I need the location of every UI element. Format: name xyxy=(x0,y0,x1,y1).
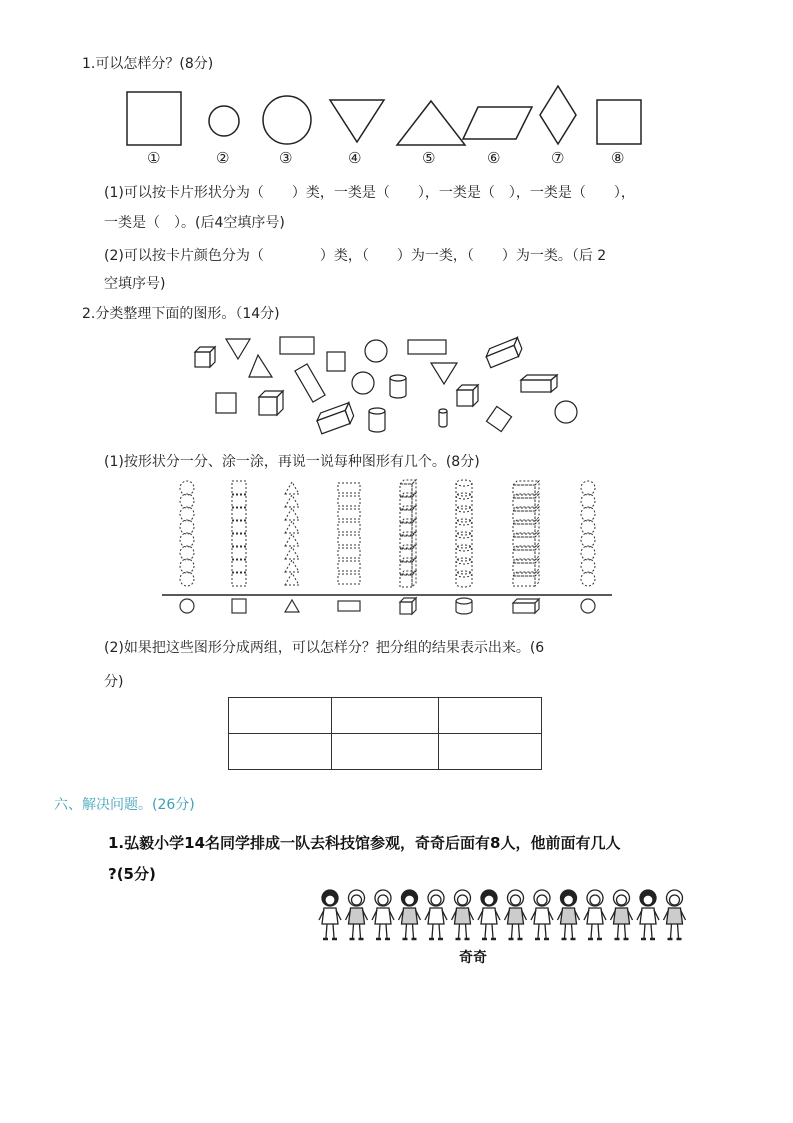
shape-label-1: ① xyxy=(147,149,161,167)
tally-slot-square xyxy=(232,572,246,586)
inverted-triangle-2 xyxy=(431,363,457,384)
tally-slot-cube xyxy=(400,506,416,522)
rectangle-2 xyxy=(408,340,446,354)
section6-q1-line2: ?(5分) xyxy=(108,865,156,883)
answer-cell-r2c1[interactable] xyxy=(228,733,332,770)
tally-slot-circle xyxy=(180,507,194,521)
tally-slot-cube xyxy=(400,545,416,561)
tally-slot-triangle xyxy=(285,495,299,507)
q2-scattered-shapes xyxy=(0,333,793,443)
shape-1-square xyxy=(127,92,181,145)
tally-slot-triangle xyxy=(285,534,299,546)
q2-sub2-line1: (2)如果把这些图形分成两组，可以怎样分？把分组的结果表示出来。(6 xyxy=(104,640,545,656)
cuboid-1 xyxy=(484,338,524,368)
tally-slot-cuboid xyxy=(513,533,539,547)
tally-slot-square xyxy=(232,533,246,547)
tally-slot-cuboid xyxy=(513,507,539,521)
child-figure xyxy=(452,890,474,939)
tally-slot-sphere xyxy=(581,507,595,521)
tally-slot-circle xyxy=(180,494,194,508)
child-figure xyxy=(372,890,394,939)
q1-sub2-line2: 空填序号) xyxy=(104,276,166,292)
tally-slot-cuboid xyxy=(513,572,539,586)
tally-slot-rectangle xyxy=(338,574,360,584)
tally-slot-cuboid xyxy=(513,559,539,573)
cube-2 xyxy=(259,391,283,415)
q2-sub1: (1)按形状分一分、涂一涂，再说一说每种图形有几个。(8分) xyxy=(104,454,480,470)
shape-6-parallelogram xyxy=(463,107,532,139)
tally-slot-rectangle xyxy=(338,483,360,493)
tally-slot-sphere xyxy=(581,533,595,547)
section6-q1-line1: 1.弘毅小学14名同学排成一队去科技馆参观，奇奇后面有8人，他前面有几人 xyxy=(108,834,621,852)
tally-slot-rectangle xyxy=(338,561,360,571)
q1-title: 1.可以怎样分？(8分) xyxy=(82,56,214,72)
tally-slot-circle xyxy=(180,520,194,534)
shape-5-triangle xyxy=(397,101,465,145)
tally-slot-square xyxy=(232,481,246,495)
cylinder-2 xyxy=(369,408,385,432)
tally-slot-sphere xyxy=(581,572,595,586)
tally-slot-cube xyxy=(400,519,416,535)
child-figure xyxy=(664,890,686,939)
shape-4-inverted-triangle xyxy=(330,100,384,142)
answer-cell-r1c3[interactable] xyxy=(438,697,542,734)
tally-slot-sphere xyxy=(581,559,595,573)
tally-slot-cuboid xyxy=(513,481,539,495)
child-figure xyxy=(425,890,447,939)
tally-base-rectangle-icon xyxy=(338,601,360,611)
shape-8-square xyxy=(597,100,641,144)
tally-slot-cuboid xyxy=(513,494,539,508)
tally-base-square-icon xyxy=(232,599,246,613)
tally-slot-rectangle xyxy=(338,522,360,532)
tally-slot-cube xyxy=(400,558,416,574)
child-figure xyxy=(478,890,500,939)
q1-sub1-line2: 一类是（ ）。(后4空填序号) xyxy=(104,215,285,231)
tally-slot-sphere xyxy=(581,520,595,534)
tally-slot-circle xyxy=(180,533,194,547)
tally-base-circle-icon xyxy=(180,599,194,613)
tally-slot-circle xyxy=(180,572,194,586)
child-figure xyxy=(584,890,606,939)
tally-slot-triangle xyxy=(285,573,299,585)
shape-label-5: ⑤ xyxy=(422,149,436,167)
tally-slot-triangle xyxy=(285,560,299,572)
tally-slot-triangle xyxy=(285,482,299,494)
child-figure xyxy=(399,890,421,939)
tally-slot-square xyxy=(232,559,246,573)
shape-3-large-circle xyxy=(263,96,311,144)
tally-slot-circle xyxy=(180,559,194,573)
tally-slot-cuboid xyxy=(513,546,539,560)
tally-slot-sphere xyxy=(581,494,595,508)
tally-slot-circle xyxy=(180,546,194,560)
answer-cell-r1c1[interactable] xyxy=(228,697,332,734)
tally-slot-cube xyxy=(400,480,416,496)
circle-1 xyxy=(365,340,387,362)
square-2 xyxy=(216,393,236,413)
tally-chart xyxy=(0,478,793,618)
tally-slot-rectangle xyxy=(338,548,360,558)
cuboid-2 xyxy=(521,375,557,392)
shape-label-7: ⑦ xyxy=(551,149,565,167)
inverted-triangle-1 xyxy=(226,339,250,359)
tally-slot-triangle xyxy=(285,547,299,559)
tally-slot-rectangle xyxy=(338,496,360,506)
shape-2-small-circle xyxy=(209,106,239,136)
rectangle-1 xyxy=(280,337,314,354)
cylinder-3 xyxy=(439,409,447,427)
tally-slot-cuboid xyxy=(513,520,539,534)
child-figure xyxy=(558,890,580,939)
tally-slot-sphere xyxy=(581,546,595,560)
child-figure xyxy=(505,890,527,939)
answer-cell-r2c2[interactable] xyxy=(331,733,439,770)
tally-slot-square xyxy=(232,546,246,560)
q2-title: 2.分类整理下面的图形。（14分) xyxy=(82,306,280,322)
shape-label-4: ④ xyxy=(348,149,362,167)
tally-slot-circle xyxy=(180,481,194,495)
child-figure xyxy=(346,890,368,939)
tally-base-cylinder-icon xyxy=(456,598,472,614)
tally-base-cube-icon xyxy=(400,598,416,614)
q1-sub2-line1: (2)可以按卡片颜色分为（ ）类，（ ）为一类，（ ）为一类。（后 2 xyxy=(104,248,607,264)
cube-1 xyxy=(195,347,215,367)
tally-slot-square xyxy=(232,507,246,521)
tally-base-sphere-icon xyxy=(581,599,595,613)
cube-3 xyxy=(457,385,478,406)
square-rotated xyxy=(486,406,511,431)
children-queue-illustration xyxy=(0,886,793,946)
section6-title: 六、解决问题。(26分) xyxy=(54,797,195,813)
triangle-1 xyxy=(249,355,272,377)
circle-2 xyxy=(352,372,374,394)
child-figure xyxy=(611,890,633,939)
q1-sub1-line1: (1)可以按卡片形状分为（ ）类，一类是（ ），一类是（ ），一类是（ ）， xyxy=(104,185,635,201)
tally-slot-rectangle xyxy=(338,535,360,545)
rectangle-rotated xyxy=(295,364,325,402)
answer-cell-r2c3[interactable] xyxy=(438,733,542,770)
child-figure xyxy=(531,890,553,939)
tally-slot-sphere xyxy=(581,481,595,495)
answer-cell-r1c2[interactable] xyxy=(331,697,439,734)
shape-label-8: ⑧ xyxy=(611,149,625,167)
tally-slot-triangle xyxy=(285,508,299,520)
shape-label-3: ③ xyxy=(279,149,293,167)
tally-base-triangle-icon xyxy=(285,600,299,612)
answer-table xyxy=(228,697,542,770)
tally-slot-cube xyxy=(400,571,416,587)
square-1 xyxy=(327,352,345,371)
child-figure xyxy=(319,890,341,939)
cuboid-3 xyxy=(315,403,356,434)
shape-7-rhombus xyxy=(540,86,576,144)
tally-slot-triangle xyxy=(285,521,299,533)
qiqi-caption: 奇奇 xyxy=(459,950,487,966)
shape-label-2: ② xyxy=(216,149,230,167)
tally-slot-rectangle xyxy=(338,509,360,519)
tally-slot-cube xyxy=(400,532,416,548)
tally-slot-square xyxy=(232,520,246,534)
tally-base-cuboid-icon xyxy=(513,599,539,613)
tally-slot-square xyxy=(232,494,246,508)
q2-sub2-line2: 分) xyxy=(104,674,124,690)
circle-3 xyxy=(555,401,577,423)
q1-shapes xyxy=(0,85,793,155)
shape-label-6: ⑥ xyxy=(487,149,501,167)
cylinder-1 xyxy=(390,375,406,398)
tally-slot-cube xyxy=(400,493,416,509)
child-figure xyxy=(637,890,659,939)
